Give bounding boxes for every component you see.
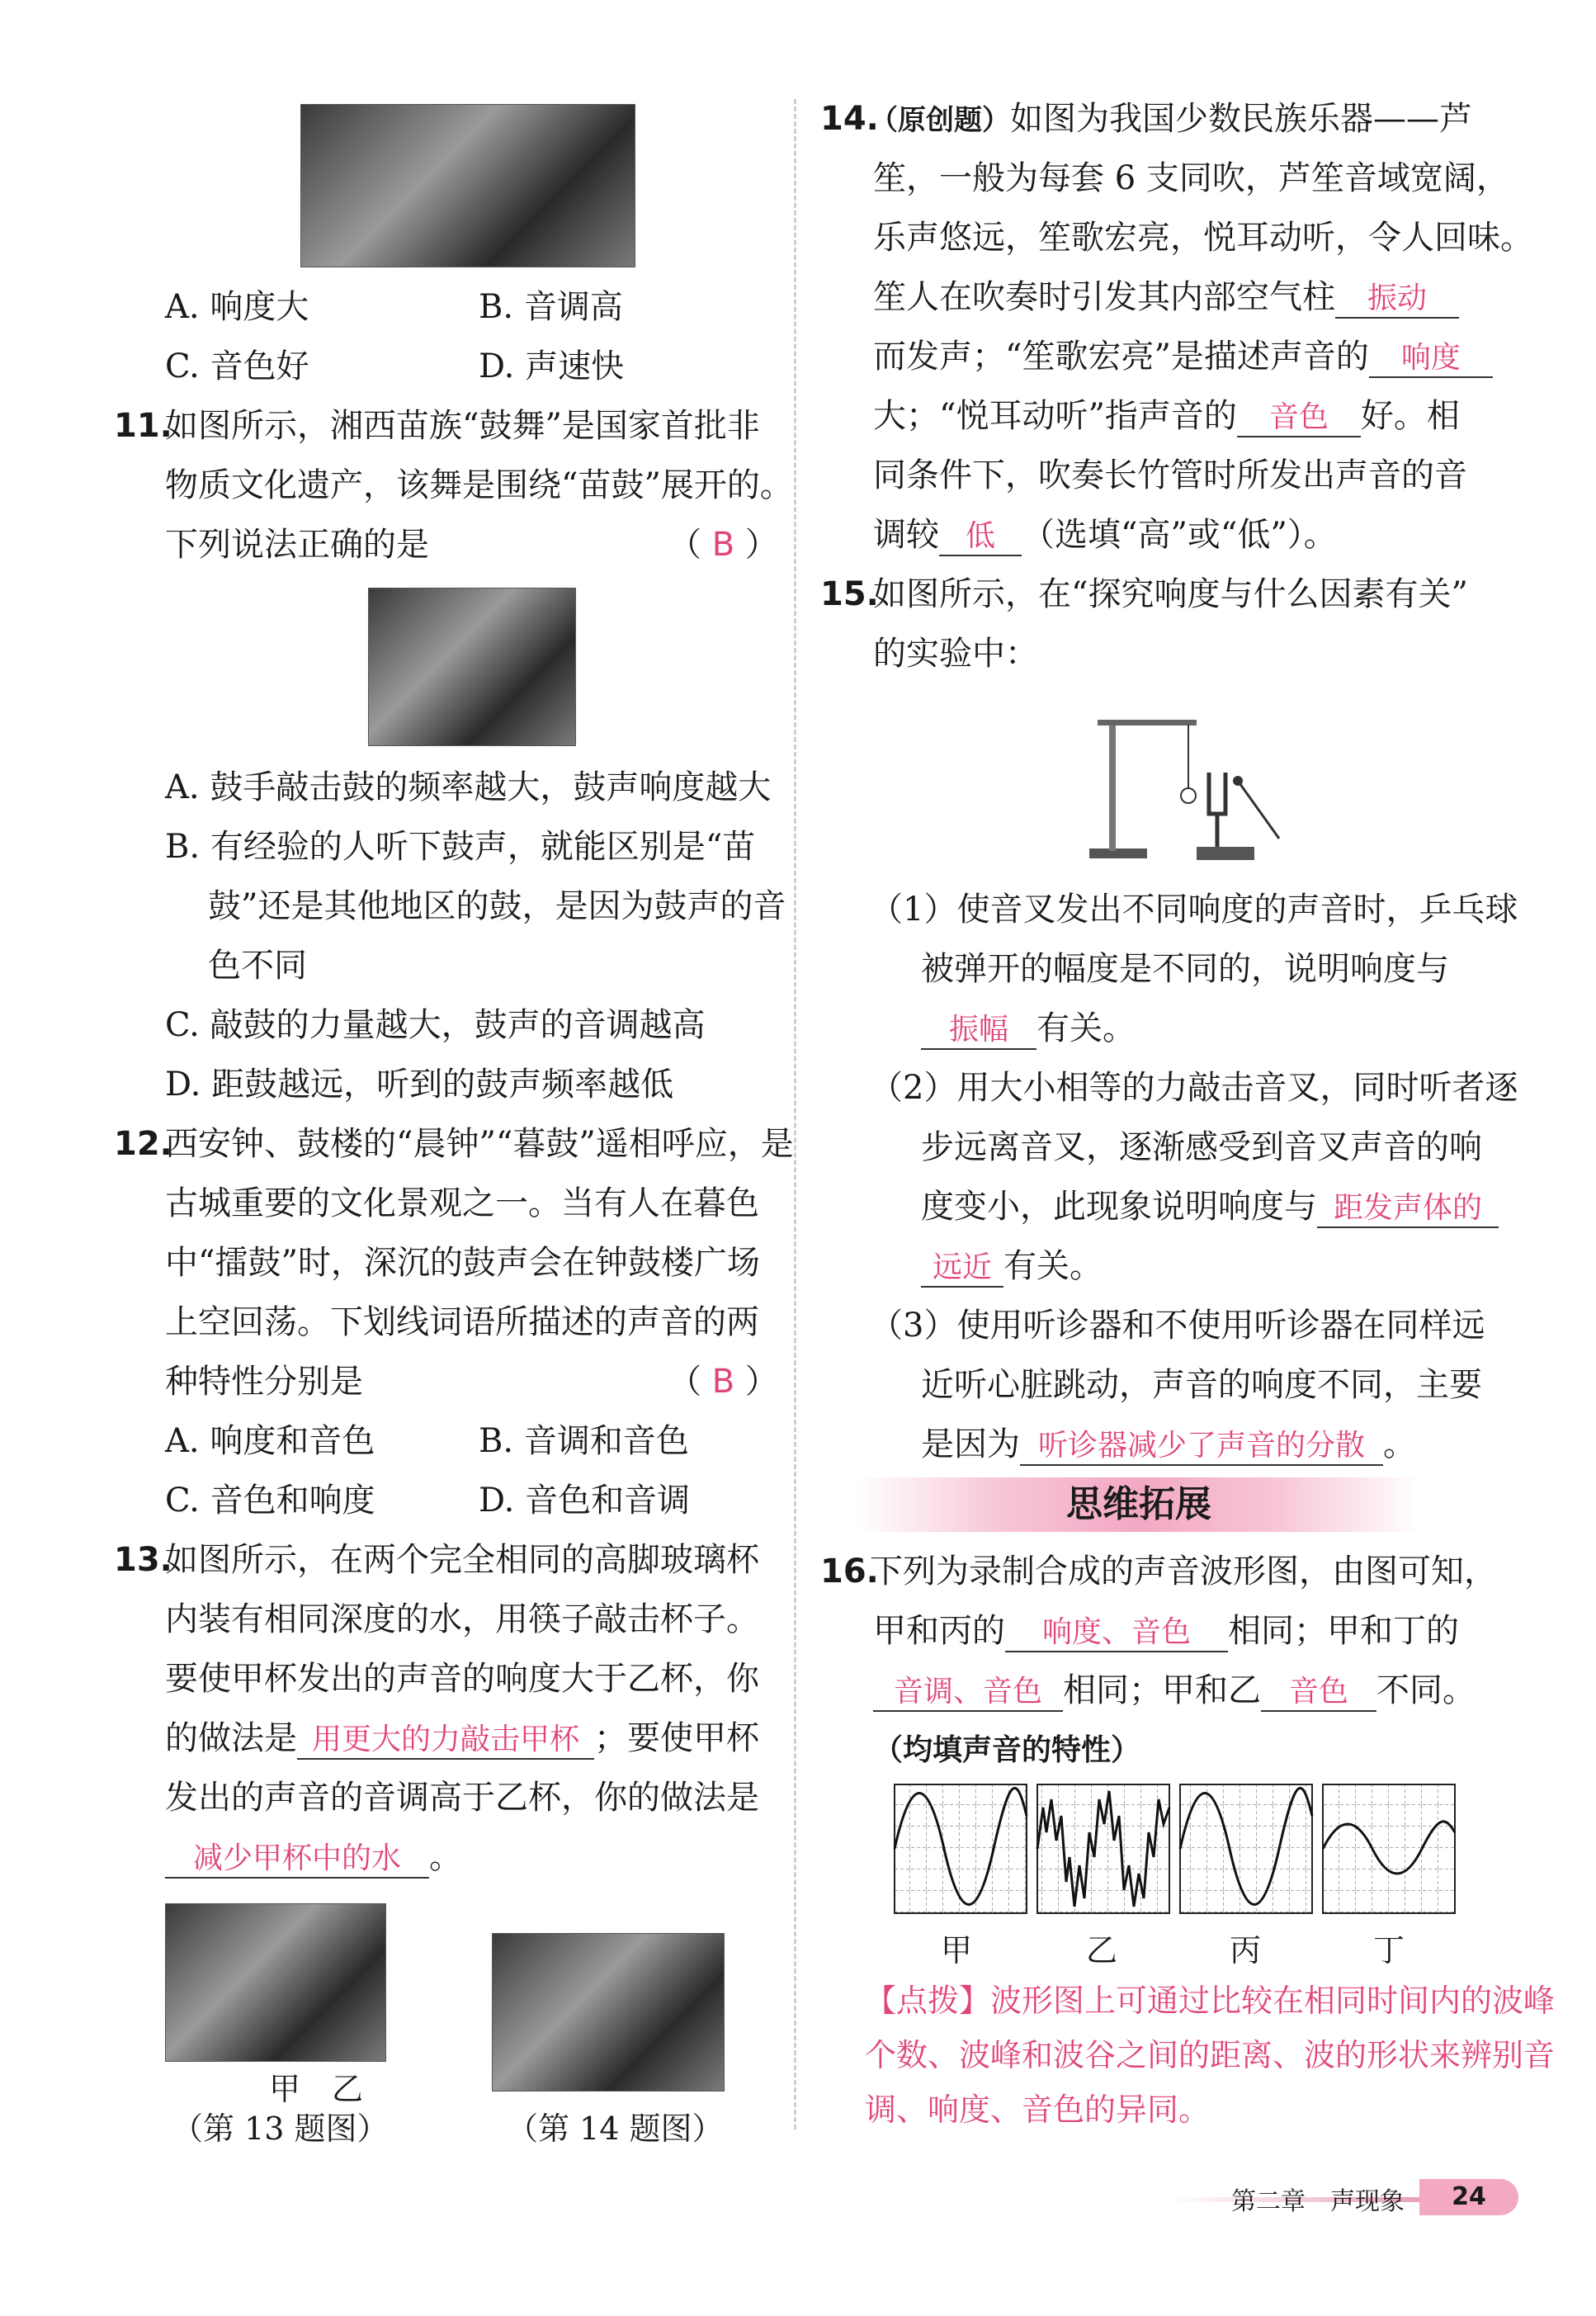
q12-line: 上空回荡。下划线词语所描述的声音的两	[165, 1303, 759, 1341]
drum-photo	[368, 588, 576, 746]
q13-line: 如图所示，在两个完全相同的高脚玻璃杯	[165, 1541, 759, 1579]
q12-number: 12.	[114, 1125, 172, 1163]
q16-text: 不同。	[1376, 1671, 1476, 1709]
q15-sub3-line: 近听心脏跳动，声音的响度不同，主要	[921, 1366, 1482, 1404]
q13-line-4	[165, 1715, 759, 1761]
glasses-photo	[165, 1903, 386, 2062]
q15-sub1-line: 被弹开的幅度是不同的，说明响度与	[921, 950, 1449, 988]
q10-option-d: D. 声速快	[479, 347, 625, 385]
q15-answer-3: 听诊器减少了声音的分散	[1020, 1428, 1383, 1466]
q13-text: ；要使甲杯	[594, 1719, 759, 1757]
wave-jia	[895, 1784, 1027, 1913]
hint-line: 调、响度、音色的异同。	[865, 2091, 1211, 2128]
q12-line: 西安钟、鼓楼的“晨钟”“暮鼓”遥相呼应，是	[165, 1125, 794, 1163]
q15-number: 15.	[820, 575, 879, 613]
fig13-caption: （第 13 题图）	[172, 2110, 389, 2147]
q16-text: 相同；甲和乙	[1063, 1671, 1261, 1709]
q11-option-b-cont: 鼓”还是其他地区的鼓，是因为鼓声的音	[208, 887, 786, 925]
q11-line: 如图所示，湘西苗族“鼓舞”是国家首批非	[165, 407, 760, 445]
q14-line-4	[873, 274, 1459, 320]
q11-answer-paren: （ B ）	[668, 526, 778, 564]
q15-sub2-line-4	[921, 1243, 1103, 1289]
q14-line-5	[873, 333, 1493, 380]
q14-text: 好。相	[1360, 397, 1460, 435]
q14-answer-1: 振动	[1335, 281, 1459, 319]
q12-option-b: B. 音调和音色	[479, 1422, 689, 1460]
choir-photo	[300, 104, 635, 267]
q14-text: 如图为我国少数民族乐器——芦	[1010, 100, 1472, 138]
q15-sub3-line-3	[921, 1421, 1416, 1468]
q16-number: 16.	[820, 1553, 879, 1590]
hint-line: 个数、波峰和波谷之间的距离、波的形状来辨别音	[865, 2037, 1556, 2073]
q14-line-1	[870, 96, 1472, 144]
q11-answer: B	[711, 526, 735, 564]
q13-line: 要使甲杯发出的声音的响度大于乙杯，你	[165, 1660, 759, 1698]
tuning-fork-apparatus	[1073, 690, 1287, 872]
q10-option-a: A. 响度大	[165, 288, 309, 326]
fig14-caption: （第 14 题图）	[507, 2110, 724, 2147]
q10-option-b: B. 音调高	[479, 288, 623, 326]
q16-note: （均填声音的特性）	[873, 1732, 1141, 1767]
page-number: 24	[1419, 2179, 1518, 2215]
q11-number: 11.	[114, 407, 172, 445]
q16-line: 下列为录制合成的声音波形图，由图可知，	[870, 1553, 1497, 1590]
q14-tag: （原创题）	[870, 104, 1010, 137]
q14-line-6	[873, 393, 1460, 439]
q15-text: 是因为	[921, 1425, 1020, 1463]
q15-sub2-line: 步远离音叉，逐渐感受到音叉声音的响	[921, 1128, 1482, 1166]
q16-answer-2: 音调、音色	[873, 1674, 1063, 1712]
q12-option-d: D. 音色和音调	[479, 1482, 691, 1520]
cup-labels: 甲 乙	[269, 2071, 364, 2107]
q16-text: 甲和丙的	[873, 1612, 1005, 1650]
q13-answer-1: 用更大的力敲击甲杯	[297, 1722, 594, 1760]
q14-text: 而发声；“笙歌宏亮”是描述声音的	[873, 338, 1369, 376]
q13-answer-2: 减少甲杯中的水	[165, 1841, 429, 1879]
q13-line: 内装有相同深度的水，用筷子敲击杯子。	[165, 1600, 759, 1638]
page-footer	[1172, 2179, 1568, 2220]
wave-yi	[1037, 1784, 1169, 1913]
section-title: 思维拓展	[858, 1477, 1419, 1532]
q15-sub3-line: （3）使用听诊器和不使用听诊器在同样远	[870, 1307, 1485, 1345]
wave-ding	[1323, 1784, 1455, 1913]
q15-sub2-line-3	[921, 1184, 1499, 1230]
wave-label-yi: 乙	[1086, 1932, 1118, 1969]
waveform-figures	[893, 1783, 1471, 1923]
q15-text: 有关。	[1003, 1247, 1103, 1285]
hint-line: 【点拨】波形图上可通过比较在相同时间内的波峰	[865, 1983, 1556, 2019]
q15-answer-2b: 远近	[921, 1250, 1003, 1288]
q16-text: 相同；甲和丁的	[1228, 1612, 1459, 1650]
column-divider	[794, 99, 796, 2129]
q16-answer-1: 响度、音色	[1005, 1614, 1228, 1652]
q15-line: 如图所示，在“探究响度与什么因素有关”	[873, 575, 1468, 613]
q15-line: 的实验中：	[873, 635, 1038, 673]
q14-text: 大；“悦耳动听”指声音的	[873, 397, 1237, 435]
q14-line-8	[873, 512, 1337, 558]
q11-option-b: B. 有经验的人听下鼓声，就能区别是“苗	[165, 828, 756, 866]
q12-line: 中“擂鼓”时，深沉的鼓声会在钟鼓楼广场	[165, 1244, 760, 1282]
wave-bing	[1180, 1784, 1312, 1913]
q16-line-3	[873, 1667, 1476, 1713]
q14-answer-2: 响度	[1369, 340, 1493, 378]
q11-option-a: A. 鼓手敲击鼓的频率越大，鼓声响度越大	[165, 768, 772, 806]
q13-text: 。	[429, 1838, 462, 1876]
q11-line: 物质文化遗产，该舞是围绕“苗鼓”展开的。	[165, 466, 793, 504]
q12-line: 古城重要的文化景观之一。当有人在暮色	[165, 1184, 759, 1222]
q12-line: 种特性分别是	[165, 1363, 363, 1401]
q14-number: 14.	[820, 100, 879, 138]
q14-line: 笙，一般为每套 6 支同吹，芦笙音域宽阔，	[873, 159, 1509, 197]
q14-line: 乐声悠远，笙歌宏亮，悦耳动听，令人回味。	[873, 219, 1533, 257]
q14-line: 同条件下，吹奏长竹管时所发出声音的音	[873, 456, 1467, 494]
q15-answer-1: 振幅	[921, 1012, 1036, 1050]
q15-text: 。	[1383, 1425, 1416, 1463]
chapter-label: 第二章 声现象	[1231, 2187, 1405, 2216]
q14-answer-4: 低	[939, 518, 1022, 556]
q12-option-c: C. 音色和响度	[165, 1482, 375, 1520]
q14-text: 调较	[873, 516, 939, 554]
q12-answer: B	[711, 1363, 735, 1401]
q13-text: 的做法是	[165, 1719, 297, 1757]
q15-text: 度变小，此现象说明响度与	[921, 1188, 1317, 1226]
lusheng-photo	[492, 1933, 725, 2091]
q13-line-6	[165, 1834, 462, 1880]
q12-option-a: A. 响度和音色	[165, 1422, 375, 1460]
wave-label-bing: 丙	[1230, 1932, 1262, 1969]
q14-text: （选填“高”或“低”）。	[1022, 516, 1337, 554]
q15-answer-2a: 距发声体的	[1317, 1190, 1499, 1228]
q13-number: 13.	[114, 1541, 172, 1579]
q15-text: 有关。	[1036, 1009, 1136, 1047]
wave-label-jia: 甲	[941, 1932, 973, 1969]
q11-option-c: C. 敲鼓的力量越大，鼓声的音调越高	[165, 1006, 706, 1044]
q12-answer-paren: （ B ）	[668, 1363, 778, 1401]
q16-answer-3: 音色	[1261, 1674, 1376, 1712]
wave-label-ding: 丁	[1373, 1932, 1405, 1969]
q11-option-d: D. 距鼓越远，听到的鼓声频率越低	[165, 1066, 674, 1104]
q11-line: 下列说法正确的是	[165, 526, 429, 564]
q10-option-c: C. 音色好	[165, 347, 309, 385]
q14-answer-3: 音色	[1237, 399, 1361, 437]
q16-line-2	[873, 1608, 1459, 1654]
q14-text: 笙人在吹奏时引发其内部空气柱	[873, 278, 1335, 316]
q13-line: 发出的声音的音调高于乙杯，你的做法是	[165, 1779, 759, 1817]
q15-sub1-line-3	[921, 1005, 1136, 1052]
q15-sub2-line: （2）用大小相等的力敲击音叉，同时听者逐	[870, 1069, 1518, 1107]
q11-option-b-cont: 色不同	[208, 947, 307, 985]
q15-sub1-line: （1）使音叉发出不同响度的声音时，乒乓球	[870, 891, 1518, 929]
